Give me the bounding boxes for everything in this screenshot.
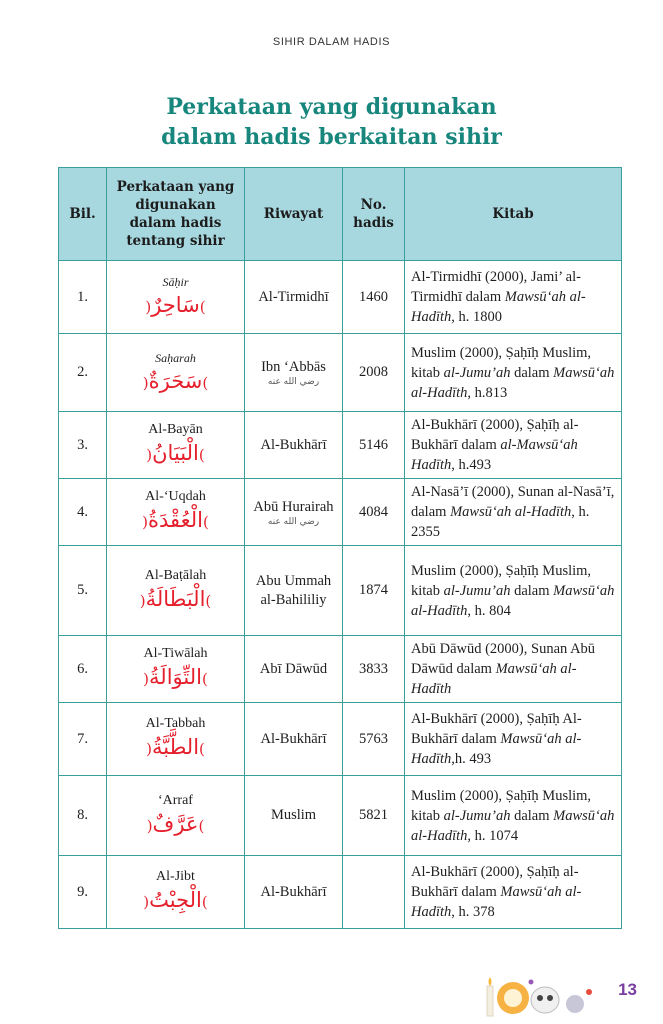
kitab-text: Al-Tirmidhī (2000), Jami’ al-Tirmidhī dalam	[411, 269, 581, 305]
kitab-text: Al-Bukhārī (2000), Ṣaḥīḥ al-Bukhārī dalam	[411, 864, 579, 900]
kitab-text: Muslim (2000), Ṣaḥīḥ Muslim, kitab	[411, 787, 592, 824]
term-latin: Al-Tabbah	[145, 716, 206, 731]
cell-perkataan	[107, 703, 245, 776]
kitab-title-italic: Mawsū‘ah al-Hadīth	[450, 504, 572, 520]
term-arabic	[112, 663, 239, 693]
skull-eye-left	[537, 995, 543, 1001]
cell-bil: 2.	[59, 334, 107, 412]
skull-shape	[531, 987, 559, 1013]
table-row	[59, 261, 622, 334]
table-row	[59, 334, 622, 412]
paren-close: (	[143, 670, 150, 688]
kitab-text: Al-Bukhārī (2000), Ṣaḥīḥ Al-Bukhārī dalam	[411, 711, 582, 747]
cell-no-hadis: 5821	[343, 776, 405, 856]
cell-kitab	[405, 412, 622, 479]
kitab-title-italic: Mawsū‘ah al-Hadīth	[411, 582, 615, 619]
cell-kitab	[405, 636, 622, 703]
term-latin: Al-Jibt	[156, 869, 195, 884]
term-latin: Saḥarah	[155, 350, 196, 365]
term-latin: Al-‘Uqdah	[145, 489, 206, 504]
table-row	[59, 703, 622, 776]
riwayat-name: Al-Tirmidhī	[258, 288, 329, 305]
decorative-illustration	[479, 962, 619, 1018]
kitab-text: Muslim (2000), Ṣaḥīḥ Muslim, kitab	[411, 344, 592, 381]
paren-open: )	[199, 298, 206, 316]
paren-open: )	[198, 446, 205, 464]
sihir-terms-table	[58, 167, 622, 929]
kitab-text: dalam	[510, 807, 554, 824]
cell-kitab	[405, 856, 622, 929]
kitab-text: , h. 1074	[467, 827, 519, 844]
page-title	[0, 92, 663, 152]
term-arabic-text: التِّوَالَةُ	[149, 665, 202, 689]
cell-no-hadis: 5763	[343, 703, 405, 776]
paren-close: (	[139, 591, 146, 610]
paren-close: (	[142, 513, 148, 531]
cell-no-hadis: 3833	[343, 636, 405, 703]
candle-flame	[489, 977, 492, 986]
paren-open: )	[201, 893, 208, 911]
purple-dot-shape	[529, 980, 534, 985]
paren-open: )	[205, 591, 212, 610]
cell-riwayat	[245, 703, 343, 776]
paren-open: )	[198, 816, 205, 835]
cell-no-hadis	[343, 856, 405, 929]
cell-bil: 6.	[59, 636, 107, 703]
running-header: SIHIR DALAM HADIS	[272, 36, 391, 48]
term-arabic-text: الْبَطَالَةُ	[145, 586, 206, 611]
cell-bil: 9.	[59, 856, 107, 929]
paren-open: )	[199, 740, 205, 758]
kitab-text: ,h. 493	[451, 751, 492, 767]
cell-riwayat	[245, 412, 343, 479]
term-arabic-text: الْعُقْدَةُ	[147, 508, 203, 532]
cell-perkataan	[107, 856, 245, 929]
kitab-text: , h. 2355	[411, 504, 590, 540]
cell-perkataan	[107, 776, 245, 856]
term-arabic	[112, 810, 239, 840]
kitab-text: dalam	[510, 582, 554, 599]
riwayat-name: Abū Hurairah	[253, 498, 334, 515]
term-arabic	[112, 585, 239, 615]
paren-close: (	[142, 373, 149, 392]
kitab-text: , h. 378	[451, 904, 495, 920]
cell-kitab	[405, 479, 622, 546]
kitab-title-italic: Mawsū‘ah al-Hadīth	[411, 731, 582, 767]
kitab-title-italic: Mawsū‘ah al-Hadīth	[411, 661, 577, 697]
paren-open: )	[201, 670, 208, 688]
riwayat-name: Al-Bukhārī	[260, 883, 327, 900]
paren-close: (	[143, 893, 150, 911]
term-latin: Sāḥir	[162, 275, 189, 289]
header-no-hadis: No. hadis	[343, 168, 405, 261]
cell-perkataan	[107, 479, 245, 546]
cell-no-hadis: 5146	[343, 412, 405, 479]
term-arabic	[112, 886, 239, 916]
cell-riwayat	[245, 261, 343, 334]
kitab-title-italic: Mawsū‘ah al-Hadīth	[411, 807, 615, 844]
cell-kitab	[405, 334, 622, 412]
header-perkataan: Perkataan yang digunakan dalam hadis tentang sihir	[107, 168, 245, 261]
term-arabic-text: سَاحِرٌ	[151, 293, 200, 317]
cell-bil: 8.	[59, 776, 107, 856]
kitab-title-italic: al-Mawsū‘ah Hadīth	[411, 437, 578, 473]
term-arabic	[112, 733, 239, 763]
cell-bil: 1.	[59, 261, 107, 334]
term-arabic-text: عَرَّفٌ	[152, 811, 199, 836]
cell-riwayat	[245, 776, 343, 856]
kitab-title-italic: Mawsū‘ah al-Hadīth	[411, 364, 615, 401]
kitab-title-italic: al-Jumu’ah	[443, 582, 511, 599]
cell-kitab	[405, 776, 622, 856]
page-title-line-1: Perkataan yang digunakan	[166, 94, 497, 120]
cell-kitab	[405, 546, 622, 636]
term-latin: Al-Baṭālah	[144, 567, 207, 583]
term-arabic-text: سَحَرَةٌ	[148, 368, 203, 393]
page-number: 13	[618, 980, 637, 999]
cell-kitab	[405, 261, 622, 334]
table-body	[59, 261, 622, 929]
paren-close: (	[146, 740, 152, 758]
riwayat-name: Abu Ummah al-Bahililiy	[255, 572, 332, 608]
kitab-title-italic: al-Jumu’ah	[443, 364, 511, 381]
cell-no-hadis: 1874	[343, 546, 405, 636]
table-row	[59, 412, 622, 479]
riwayat-name: Al-Bukhārī	[260, 730, 327, 747]
term-arabic	[112, 367, 239, 397]
term-latin: Al-Bayān	[148, 422, 203, 437]
cell-no-hadis: 1460	[343, 261, 405, 334]
paren-open: )	[202, 373, 209, 392]
header-kitab: Kitab	[405, 168, 622, 261]
kitab-title-italic: al-Jumu’ah	[443, 807, 511, 824]
cell-riwayat	[245, 479, 343, 546]
cell-perkataan	[107, 334, 245, 412]
kitab-text: , h.813	[467, 384, 508, 401]
kitab-text: dalam	[510, 364, 554, 381]
cell-riwayat	[245, 636, 343, 703]
table-row	[59, 479, 622, 546]
header-bil: Bil.	[59, 168, 107, 261]
flower-center-shape	[504, 989, 522, 1007]
kitab-text: , h. 1800	[451, 309, 503, 325]
cell-perkataan	[107, 636, 245, 703]
honorific-glyph: رضي الله عنه	[267, 377, 320, 387]
cell-riwayat	[245, 856, 343, 929]
paren-close: (	[146, 816, 153, 835]
term-arabic-text: الْبَيَانُ	[152, 441, 199, 465]
term-arabic-text: الْجِبْتُ	[149, 888, 202, 912]
honorific-glyph: رضي الله عنه	[267, 516, 320, 527]
cell-kitab	[405, 703, 622, 776]
cell-no-hadis: 4084	[343, 479, 405, 546]
cell-no-hadis: 2008	[343, 334, 405, 412]
cell-perkataan	[107, 546, 245, 636]
kitab-text: Muslim (2000), Ṣaḥīḥ Muslim, kitab	[411, 562, 592, 599]
cell-riwayat	[245, 546, 343, 636]
table-row	[59, 636, 622, 703]
bottle-shape	[566, 995, 584, 1013]
table-row	[59, 546, 622, 636]
kitab-text: Abū Dāwūd (2000), Sunan Abū Dāwūd dalam	[411, 641, 596, 677]
term-latin: ‘Arraf	[158, 792, 193, 808]
riwayat-name: Al-Bukhārī	[260, 436, 327, 453]
paren-open: )	[203, 513, 209, 531]
kitab-text: , h.493	[451, 457, 492, 473]
term-arabic-text: الطَّبَّةُ	[151, 735, 200, 759]
cell-perkataan	[107, 261, 245, 334]
paren-close: (	[145, 298, 152, 316]
header-riwayat: Riwayat	[245, 168, 343, 261]
kitab-title-italic: Mawsū‘ah al-Hadīth	[411, 289, 586, 325]
table-row	[59, 856, 622, 929]
candle-shape	[487, 986, 493, 1016]
cell-bil: 3.	[59, 412, 107, 479]
riwayat-name: Muslim	[270, 807, 317, 823]
term-arabic	[112, 439, 239, 469]
table-header-row	[59, 168, 622, 261]
cell-bil: 7.	[59, 703, 107, 776]
cell-bil: 5.	[59, 546, 107, 636]
riwayat-name: Abī Dāwūd	[259, 660, 328, 677]
table-row	[59, 776, 622, 856]
kitab-text: Al-Nasā’ī (2000), Sunan al-Nasā’ī, dalam	[411, 484, 615, 520]
skull-eye-right	[547, 995, 553, 1001]
term-arabic	[112, 291, 239, 321]
cell-perkataan	[107, 412, 245, 479]
red-berry-shape	[586, 989, 592, 995]
kitab-text: , h. 804	[467, 602, 511, 619]
cell-riwayat	[245, 334, 343, 412]
term-arabic	[112, 506, 239, 536]
kitab-title-italic: Mawsū‘ah al-Hadīth	[411, 884, 582, 920]
paren-close: (	[146, 446, 153, 464]
page-title-line-2: dalam hadis berkaitan sihir	[161, 124, 502, 150]
term-latin: Al-Tiwālah	[143, 646, 208, 661]
kitab-text: Al-Bukhārī (2000), Ṣaḥīḥ al-Bukhārī dalam	[411, 417, 579, 453]
cell-bil: 4.	[59, 479, 107, 546]
riwayat-name: Ibn ‘Abbās	[261, 359, 326, 375]
